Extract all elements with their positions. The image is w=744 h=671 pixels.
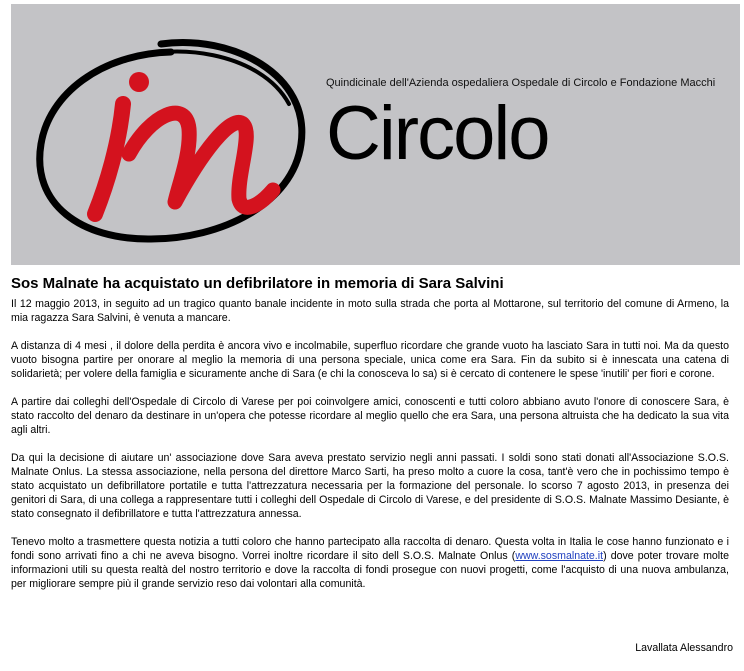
article-paragraph-1: Il 12 maggio 2013, in seguito ad un tragico quanto banale incidente in moto sulla strada che porta al Mottarone, sul territorio del comune di Armeno, la mia ragazza Sara Salvini, è venuta a mancare. [11, 298, 729, 324]
paragraph-5-text-end: ) dove poter trovare molte informazioni utili su questa realtà del nostro territorio e dove la raccolta di fondi prosegue con nuovi progetti, come l'acquisto di una nuova ambulanza, per migliorare sempre più il grande servizio reso dai volontari alla comunità. [11, 550, 729, 590]
newsletter-subtitle: Quindicinale dell'Azienda ospedaliera Ospedale di Circolo e Fondazione Macchi [326, 77, 716, 89]
sosmalnate-link[interactable]: www.sosmalnate.it [515, 550, 604, 562]
logo-red-script [95, 72, 273, 214]
article-paragraph-5 [11, 535, 729, 591]
newsletter-banner [11, 4, 740, 265]
circolo-logo [11, 4, 311, 265]
article [11, 275, 729, 605]
article-paragraph-3: A partire dai colleghi dell'Ospedale di Circolo di Varese per poi coinvolgere amici, conoscenti e tutti coloro abbiano avuto l'onore di conoscere Sara, è stato raccolto del denaro da destinare in un'opera che potesse ricordare al meglio quello che era Sara, una persona altruista che ha dedicato la sua vita agli altri. [11, 396, 729, 436]
article-paragraph-4: Da qui la decisione di aiutare un' associazione dove Sara aveva prestato servizio negli anni passati. I soldi sono stati donati all'Associazione S.O.S. Malnate Onlus. La stessa associazione, nella persona del direttore Marco Sarti, ha preso molto a cuore la cosa, tant'è vero che in pochissimo tempo è stato acquistato un defibrillatore portatile e tutta l'attrezzatura necessaria per la formazione del personale. lo scorso 7 agosto 2013, in presenza dei genitori di Sara, di una collega a rappresentare tutti i colleghi dell Ospedale di Circolo di Varese, e del presidente di S.O.S. Malnate Massimo Desiante, è stato consegnato il defibrillatore e tutta l'attrezzatura annessa. [11, 452, 729, 520]
article-paragraph-2: A distanza di 4 mesi , il dolore della perdita è ancora vivo e incolmabile, superfluo ricordare che grande vuoto ha lasciato Sara in tutti noi. Ma da questo vuoto bisogna partire per onorare al meglio la memoria di una persona speciale, unica come era Sara. Fin da subito si è innescata una catena di solidarietà; per volere della famiglia e sicuramente anche di Sara (e chi la conosceva lo sa) si è cercato di contenere le spese 'inutili' per fiori e corone. [11, 340, 729, 380]
newsletter-brand-name: Circolo [326, 91, 549, 176]
paragraph-5-text-start: Tenevo molto a trasmettere questa notizia a tutti coloro che hanno partecipato alla raccolta di denaro. Questa volta in Italia le cose hanno funzionato e i fondi sono arrivati fino a chi ne aveva bisogno. Vorrei inoltre ricordare il sito dell S.O.S. Malnate Onlus ( [11, 536, 729, 562]
article-author: Lavallata Alessandro [635, 642, 733, 654]
article-title: Sos Malnate ha acquistato un defibrilatore in memoria di Sara Salvini [11, 275, 504, 292]
